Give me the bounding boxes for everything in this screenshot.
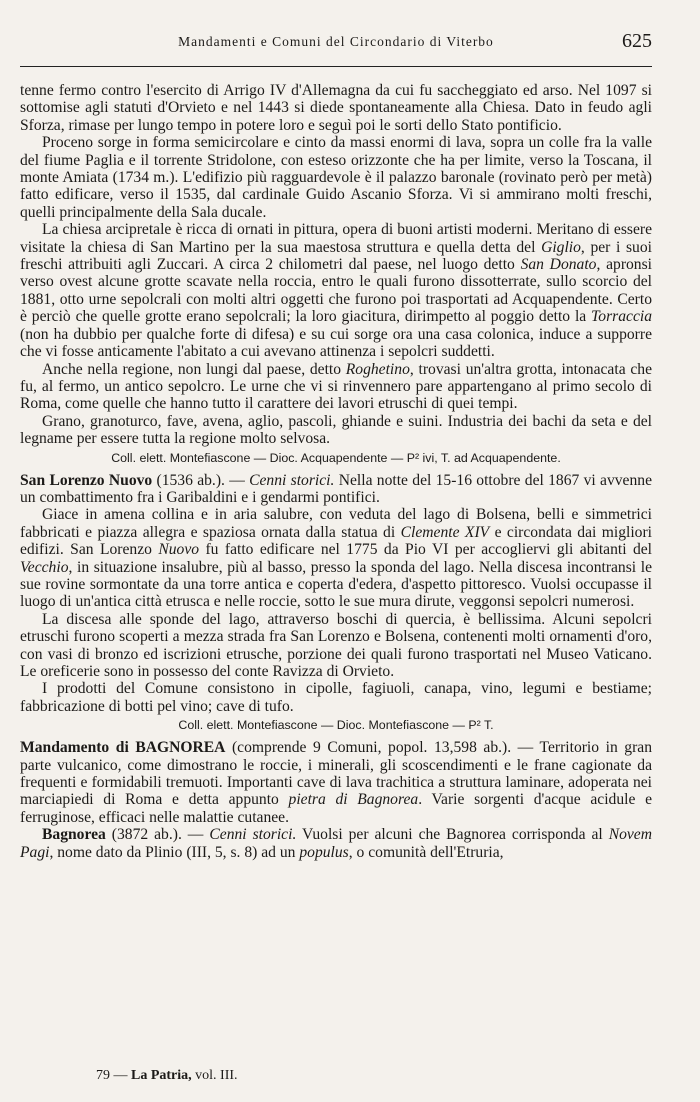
page-body <box>20 82 652 861</box>
page-number: 625 <box>622 30 652 52</box>
paragraph: La chiesa arcipretale è ricca di ornati in pittura, opera di buoni artisti moderni. Meritano di essere visitate la chiesa di San Martino per la sua maestosa struttura e quella detta del Giglio, per i suoi freschi attribuiti agli Zuccari. A circa 2 chilometri dal paese, nel luogo detto San Donato, apronsi verso ovest alcune grotte scavate nella roccia, entro le quali furono dissotterrate, sullo scorcio del 1881, otto urne sepolcrali con molti altri oggetti che furono poi trasportati ad Acquapendente. Certo è perciò che quelle grotte erano sepolcrali; la loro giacitura, dirimpetto al poggio detto la Torraccia (non ha dubbio per qualche forte di difesa) e su cui sorge ora una casa colonica, induce a supporre che vi fosse anticamente l'abitato a cui avevano attinenza i sepolcri suddetti. <box>20 221 653 361</box>
section-title: San Lorenzo Nuovo <box>20 471 153 489</box>
page-header <box>20 30 652 56</box>
section-title: Bagnorea <box>42 826 106 844</box>
section-san-lorenzo: San Lorenzo Nuovo (1536 ab.). — Cenni storici. Nella notte del 15-16 ottobre del 1867 vi avvenne un combattimento fra i Garibaldini e i gendarmi pontifici. <box>20 471 652 506</box>
paragraph: Anche nella regione, non lungi dal paese, detto Roghetino, trovasi un'altra grotta, intonacata che fu, al fermo, un antico sepolcro. Le urne che vi si rinvennero pare appartengano al primo secolo di Roma, come quelle che hanno tutto il carattere dei lavori etruschi di quei tempi. <box>20 360 652 413</box>
header-rule <box>20 66 652 67</box>
paragraph: Proceno sorge in forma semicircolare e cinto da massi enormi di lava, sopra un colle fra la valle del fiume Paglia e il torrente Stridolone, con esteso orizzonte che ha per limite, verso la Toscana, il monte Amiata (1734 m.). L'edifizio più ragguardevole è il palazzo baronale (rovinato però per metà) fatto edificare, verso il 1535, dal cardinale Guido Ascanio Sforza. Vi si ammirano molti freschi, quelli principalmente della Sala ducale. <box>20 134 652 221</box>
section-mandamento-bagnorea: Mandamento di BAGNOREA (comprende 9 Comuni, popol. 13,598 ab.). — Territorio in gran parte vulcanico, come dimostrano le roccie, i minerali, gli scoscendimenti e le frane cagionate da frequenti e formidabili tremuoti. Importanti cave di lava trachitica a struttura laminare, adoperata nei marciapiedi di Roma e detta appunto pietra di Bagnorea. Varie sorgenti d'acque acidule e ferruginose, efficaci nelle malattie cutanee. <box>20 739 652 826</box>
page-footer: 79 — La Patria, vol. III. <box>96 1068 238 1083</box>
paragraph: I prodotti del Comune consistono in cipolle, fagiuoli, canapa, vino, legumi e bestiame; fabbricazione di botti pel vino; cave di tufo. <box>20 680 652 715</box>
electoral-note: Coll. elett. Montefiascone — Dioc. Montefiascone — P² T. <box>178 718 494 733</box>
paragraph: La discesa alle sponde del lago, attraverso boschi di quercia, è bellissima. Alcuni sepolcri etruschi furono scoperti a mezza strada fra San Lorenzo e Bolsena, contenenti molti ornamenti d'oro, con vasi di bronzo ed iscrizioni etrusche, porzione dei quali furono trasportati nel Museo Vaticano. Le oreficerie sono in possesso del conte Ravizza di Orvieto. <box>20 610 652 680</box>
electoral-note: Coll. elett. Montefiascone — Dioc. Acquapendente — P² ivi, T. ad Acquapendente. <box>111 450 561 465</box>
section-bagnorea: Bagnorea (3872 ab.). — Cenni storici. Vuolsi per alcuni che Bagnorea corrisponda al Novem Pagi, nome dato da Plinio (III, 5, s. 8) ad un populus, o comunità dell'Etruria, <box>20 826 652 861</box>
paragraph: tenne fermo contro l'esercito di Arrigo IV d'Allemagna da cui fu saccheggiato ed arso. Nel 1097 si sottomise agli statuti d'Orvieto e nel 1443 si diede spontaneamente alla Chiesa. Dato in feudo agli Sforza, rimase per lungo tempo in potere loro e seguì poi le sorti dello Stato pontificio. <box>20 82 652 134</box>
paragraph: Giace in amena collina e in aria salubre, con veduta del lago di Bolsena, belli e simmetrici fabbricati e piazza allegra e spaziosa ornata dalla statua di Clemente XIV e circondata dai migliori edifizi. San Lorenzo Nuovo fu fatto edificare nel 1775 da Pio VI per accogliervi gli abitanti del Vecchio, in situazione insalubre, più al basso, presso la sponda del lago. Nella discesa incontransi le sue rovine sormontate da una torre antica e coperta d'edera, d'aspetto pittoresco. Vuolsi occupasse il luogo di un'antica città etrusca e nelle roccie, sotto le sue mura dirute, veggonsi sepolcri numerosi. <box>20 506 653 611</box>
paragraph: Grano, granoturco, fave, avena, aglio, pascoli, ghiande e suini. Industria dei bachi da seta e del legname per essere tutta la regione molto selvosa. <box>20 412 652 448</box>
section-title: Mandamento di BAGNOREA <box>20 739 226 757</box>
book-title: La Patria, <box>131 1068 192 1083</box>
running-title: Mandamenti e Comuni del Circondario di Viterbo <box>178 34 494 49</box>
